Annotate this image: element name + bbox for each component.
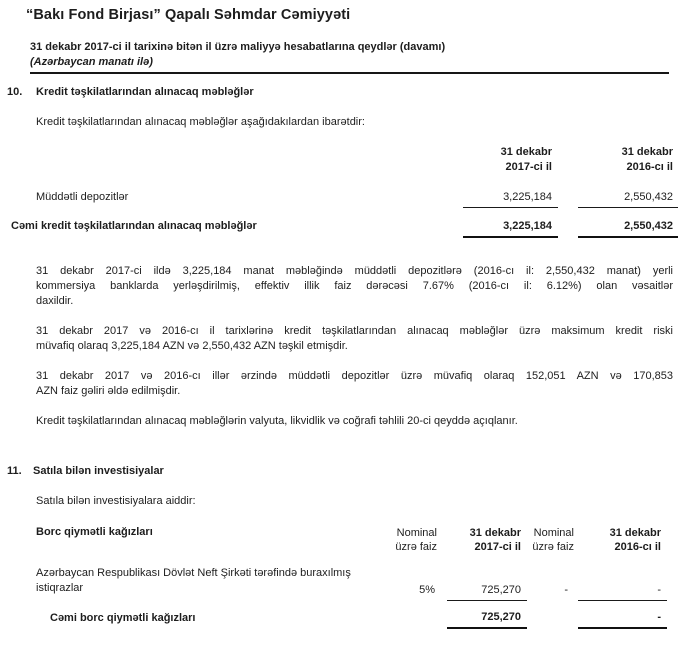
paragraph-interest-income [36, 369, 673, 399]
paragraph-line: 31 dekabr 2017-ci ildə 3,225,184 manat məbləğində müddətli depozitlərə (2016-cı il: 2,550,432 manat) yerli [36, 265, 673, 277]
t2-total-value-2017: 725,270 [447, 610, 527, 629]
t2-row-rate-2017: 5% [419, 584, 435, 596]
paragraph-line: Kredit təşkilatlarından alınacaq məbləğlərin valyuta, likvidlik və coğrafi təhlili 20-ci qeyddə açıqlanır. [36, 415, 518, 427]
t2-nominal2017-line1: Nominal [396, 527, 437, 539]
t1-col2017-line2: 2017-ci il [505, 161, 552, 173]
t1-col2016-line1: 31 dekabr [621, 146, 673, 158]
t2-column-header-nominal-2016 [526, 526, 574, 554]
section10-number: 10. [7, 86, 23, 98]
t1-total-value-2016: 2,550,432 [578, 219, 678, 238]
t2-nominal2017-line2: üzrə faiz [395, 541, 437, 553]
section10-intro: Kredit təşkilatlarından alınacaq məbləğlər aşağıdakılardan ibarətdir: [36, 116, 365, 128]
t2-total-value-2016: - [578, 610, 667, 629]
t2-column-header-2017 [447, 526, 527, 554]
t1-col2016-line2: 2016-cı il [626, 161, 673, 173]
t1-total-value-2017: 3,225,184 [463, 219, 558, 238]
t2-col2016-line2: 2016-cı il [614, 541, 661, 553]
paragraph-line: AZN faiz gəliri əldə edilmişdir. [36, 385, 181, 397]
t2-col2017-line2: 2017-ci il [474, 541, 521, 553]
section11-number: 11. [7, 465, 22, 477]
t2-nominal2016-line1: Nominal [533, 527, 574, 539]
paragraph-credit-risk [36, 324, 673, 354]
t2-column-header-2016 [578, 526, 667, 554]
t1-column-header-2017 [463, 145, 558, 175]
report-subtitle: 31 dekabr 2017-ci il tarixinə bitən il üzrə maliyyə hesabatlarına qeydlər (davamı) [30, 41, 446, 53]
t1-row-label: Müddətli depozitlər [36, 191, 129, 203]
paragraph-line: 31 dekabr 2017 və 2016-cı illər ərzində müddətli depozitlər üzrə müvafiq olaraq 152,051 AZN və 170,853 [36, 370, 673, 382]
t1-column-header-2016 [578, 145, 678, 175]
t2-nominal2016-line2: üzrə faiz [532, 541, 574, 553]
currency-note: (Azərbaycan manatı ilə) [30, 56, 153, 68]
paragraph-line: 31 dekabr 2017 və 2016-cı il tarixlərinə kredit təşkilatlarından alınacaq məbləğlər üzrə maksimum kredit riski [36, 325, 673, 337]
section10-heading: Kredit təşkilatlarından alınacaq məbləğlər [36, 86, 254, 98]
paragraph-note-reference [36, 414, 673, 429]
t2-row-label [36, 566, 381, 596]
paragraph-deposits-detail [36, 264, 673, 309]
t1-row-value-2017: 3,225,184 [463, 190, 558, 208]
t2-row-label-line1: Azərbaycan Respublikası Dövlət Neft Şirkəti tərəfində buraxılmış [36, 567, 351, 579]
t2-col2016-line1: 31 dekabr [609, 527, 661, 539]
paragraph-line: kommersiya banklarda yerləşdirilmiş, effektiv illik faiz dərəcəsi 7.67% (2016-cı il: 6.12%) olan vəsaitlər [36, 280, 673, 292]
t2-row-value-2016: - [578, 583, 667, 601]
t2-total-label: Cəmi borc qiymətli kağızları [50, 612, 196, 624]
t2-column-header-nominal-2017 [388, 526, 437, 554]
header-rule [30, 72, 669, 74]
section11-heading: Satıla bilən investisiyalar [33, 465, 164, 477]
paragraph-line: müvafiq olaraq 3,225,184 AZN və 2,550,432 AZN təşkil etmişdir. [36, 340, 348, 352]
paragraph-line: daxildir. [36, 295, 74, 307]
t1-row-value-2016: 2,550,432 [578, 190, 678, 208]
section11-intro: Satıla bilən investisiyalara aiddir: [36, 495, 196, 507]
t1-total-label: Cəmi kredit təşkilatlarından alınacaq məbləğlər [11, 220, 257, 232]
t2-row-group-header: Borc qiymətli kağızları [36, 526, 153, 538]
t2-col2017-line1: 31 dekabr [469, 527, 521, 539]
t2-row-value-2017: 725,270 [447, 583, 527, 601]
t1-col2017-line1: 31 dekabr [500, 146, 552, 158]
company-title: “Bakı Fond Birjası” Qapalı Səhmdar Cəmiyyəti [26, 7, 351, 23]
t2-row-rate-2016: - [564, 584, 568, 596]
t2-row-label-line2: istiqrazlar [36, 582, 84, 594]
